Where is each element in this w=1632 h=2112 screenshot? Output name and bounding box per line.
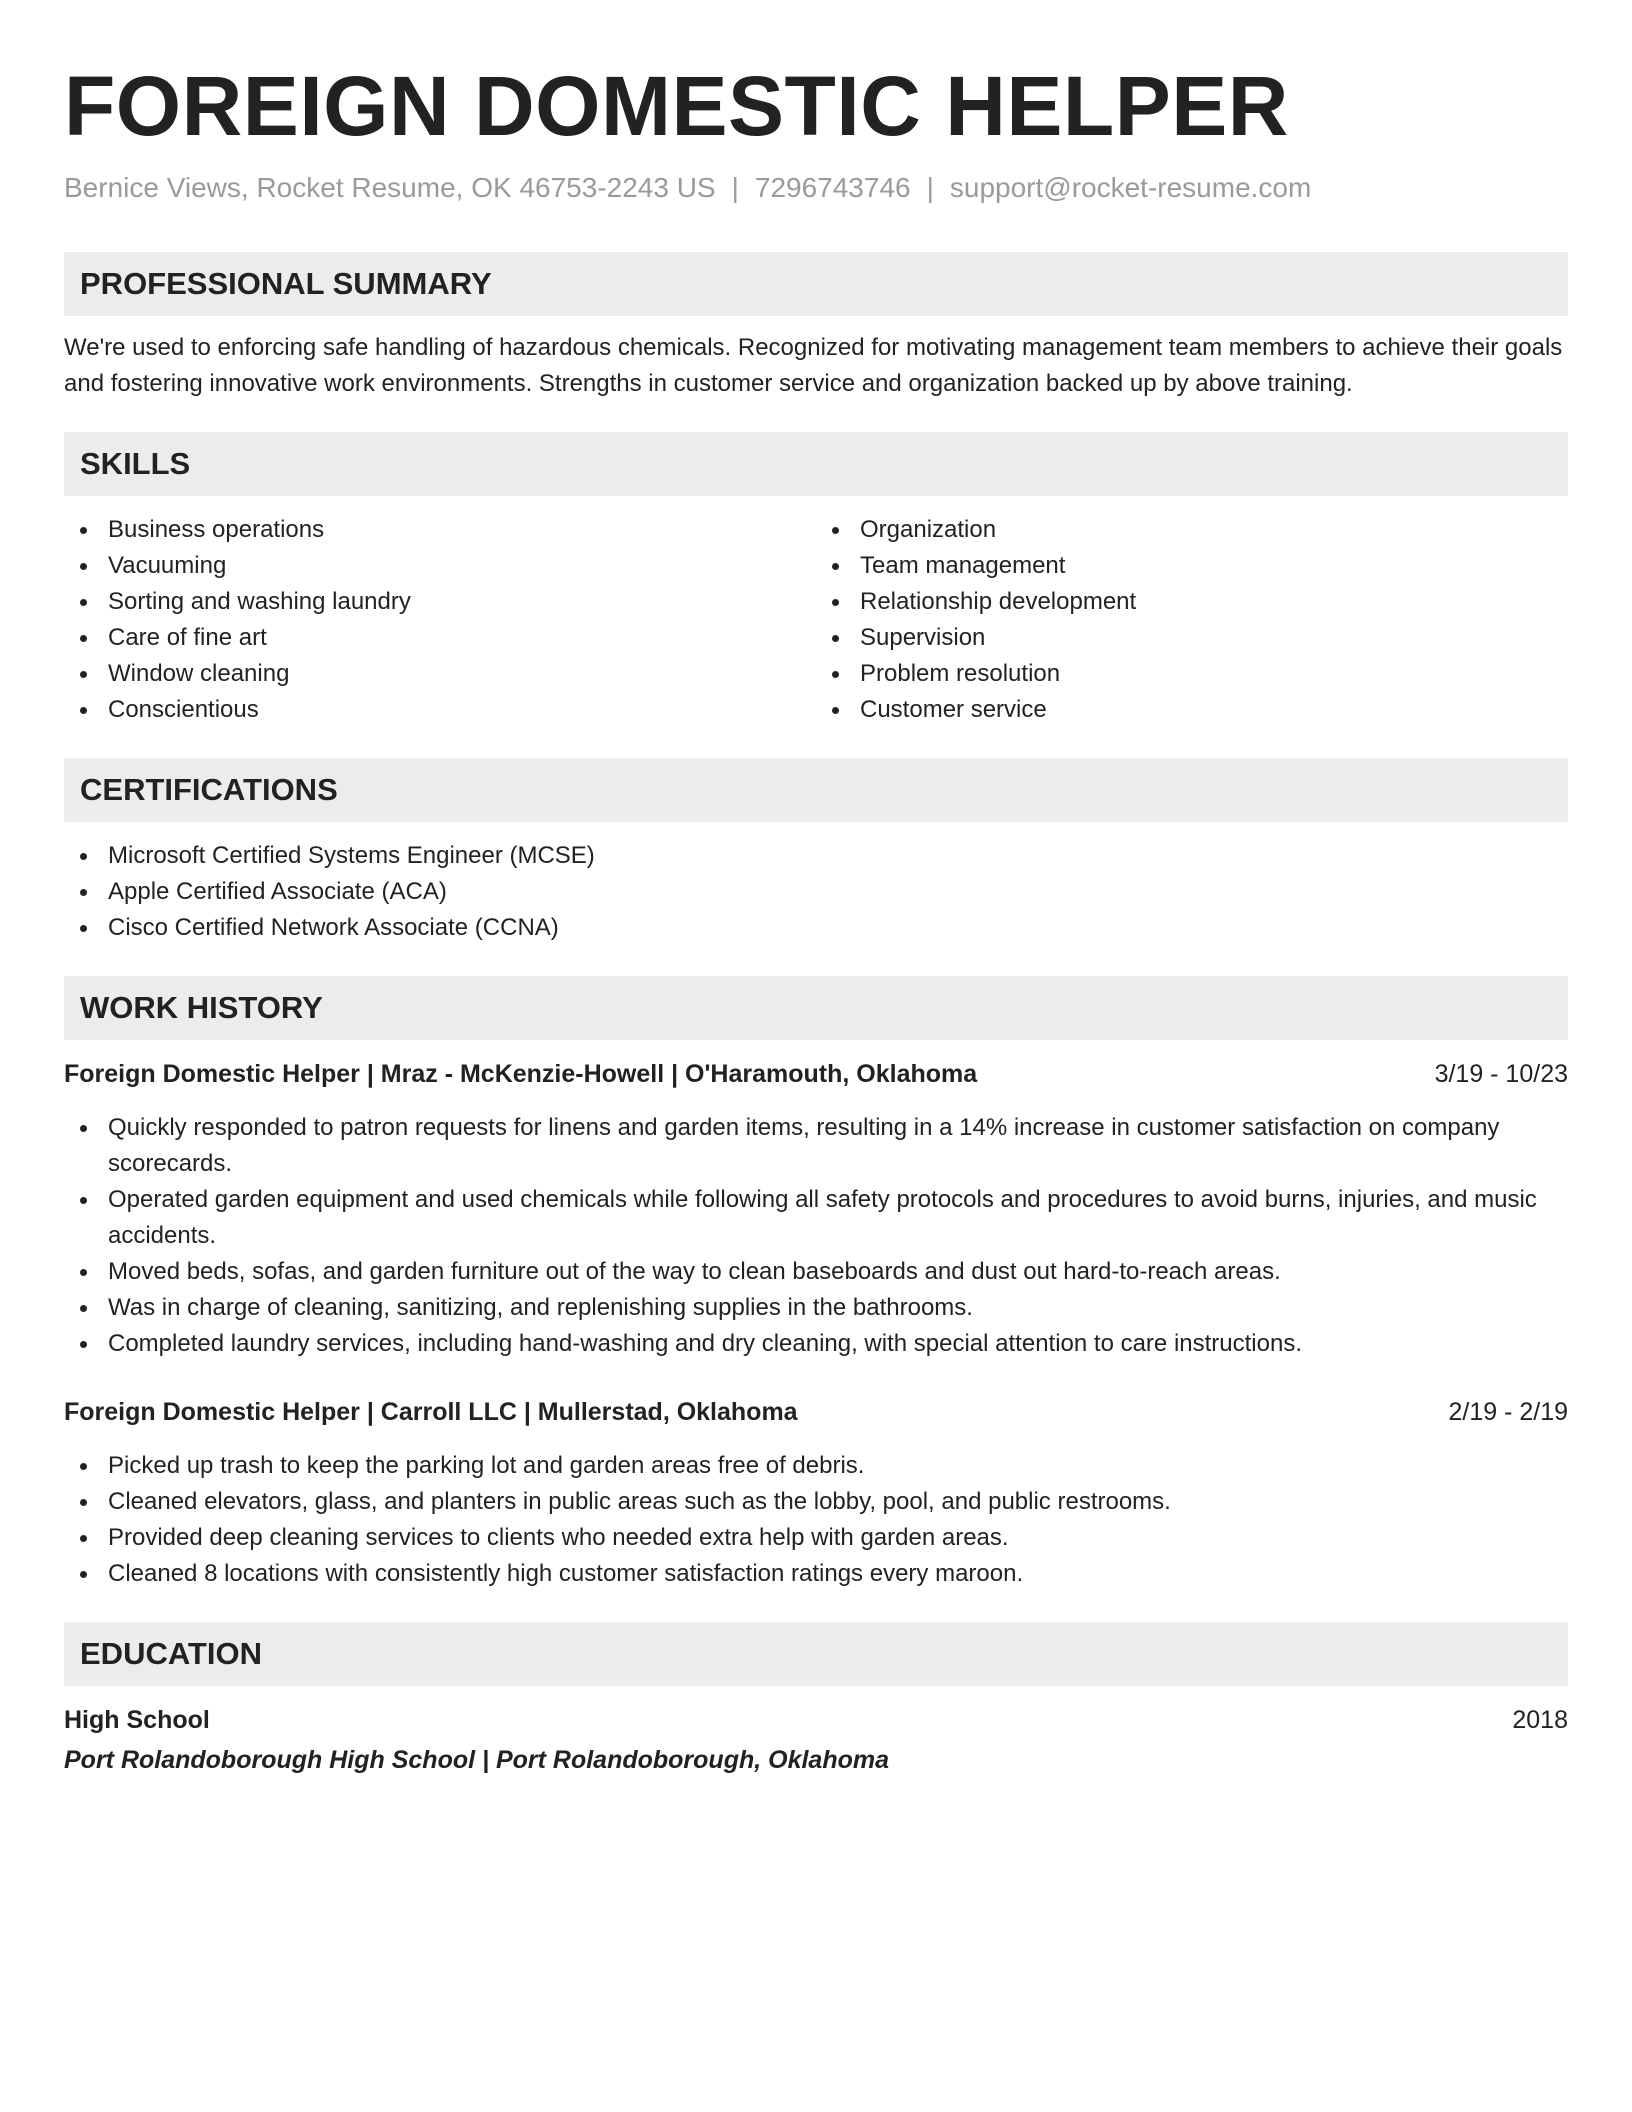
education-section (64, 1622, 1568, 1778)
section-header-education: EDUCATION (64, 1622, 1568, 1686)
certifications-list (64, 838, 1568, 946)
section-header-summary: PROFESSIONAL SUMMARY (64, 252, 1568, 316)
contact-phone: 7296743746 (754, 172, 911, 203)
skill-item: Relationship development (816, 584, 1568, 620)
skills-section (64, 432, 1568, 728)
education-header (64, 1702, 1568, 1738)
education-school: Port Rolandoborough High School | Port Rolandoborough, Oklahoma (64, 1746, 889, 1774)
job-duty: Was in charge of cleaning, sanitizing, and replenishing supplies in the bathrooms. (64, 1290, 1568, 1326)
skill-item: Conscientious (64, 692, 816, 728)
contact-separator: | (731, 172, 739, 203)
job-entry (64, 1394, 1568, 1592)
skill-item: Organization (816, 512, 1568, 548)
job-entry (64, 1056, 1568, 1362)
job-duty: Quickly responded to patron requests for linens and garden items, resulting in a 14% increase in customer satisfaction on company scorecards. (64, 1110, 1568, 1182)
education-year: 2018 (1512, 1706, 1568, 1734)
certification-item: Cisco Certified Network Associate (CCNA) (64, 910, 1568, 946)
skill-item: Care of fine art (64, 620, 816, 656)
job-duty: Moved beds, sofas, and garden furniture out of the way to clean baseboards and dust out hard-to-reach areas. (64, 1254, 1568, 1290)
certification-item: Apple Certified Associate (ACA) (64, 874, 1568, 910)
education-degree: High School (64, 1706, 210, 1734)
section-header-certifications: CERTIFICATIONS (64, 758, 1568, 822)
contact-separator: | (926, 172, 934, 203)
skills-grid (64, 512, 1568, 728)
contact-address: Bernice Views, Rocket Resume, OK 46753-2243 US (64, 172, 716, 203)
job-dates: 2/19 - 2/19 (1448, 1398, 1568, 1426)
section-header-work-history: WORK HISTORY (64, 976, 1568, 1040)
summary-section (64, 252, 1568, 402)
candidate-name: FOREIGN DOMESTIC HELPER (64, 59, 1289, 153)
job-duty: Completed laundry services, including hand-washing and dry cleaning, with special attention to care instructions. (64, 1326, 1568, 1362)
work-history-section (64, 976, 1568, 1592)
certification-item: Microsoft Certified Systems Engineer (MCSE) (64, 838, 1568, 874)
skill-item: Supervision (816, 620, 1568, 656)
skill-item: Problem resolution (816, 656, 1568, 692)
summary-text: We're used to enforcing safe handling of hazardous chemicals. Recognized for motivating management team members to achieve their goals and fostering innovative work environments. Strengths in customer service and organization backed up by above training. (64, 334, 1563, 397)
skills-column-right (816, 512, 1568, 728)
skill-item: Window cleaning (64, 656, 816, 692)
job-title: Foreign Domestic Helper | Carroll LLC | Mullerstad, Oklahoma (64, 1398, 798, 1426)
contact-email: support@rocket-resume.com (949, 172, 1312, 203)
skill-item: Sorting and washing laundry (64, 584, 816, 620)
skills-list-left (64, 512, 816, 728)
job-duty: Provided deep cleaning services to clients who needed extra help with garden areas. (64, 1520, 1568, 1556)
skill-item: Customer service (816, 692, 1568, 728)
skill-item: Team management (816, 548, 1568, 584)
job-header (64, 1394, 1568, 1430)
section-header-skills: SKILLS (64, 432, 1568, 496)
skills-column-left (64, 512, 816, 728)
job-duty: Cleaned 8 locations with consistently high customer satisfaction ratings every maroon. (64, 1556, 1568, 1592)
contact-line (64, 170, 1568, 206)
skill-item: Vacuuming (64, 548, 816, 584)
job-header (64, 1056, 1568, 1092)
job-duties-list (64, 1448, 1568, 1592)
job-title: Foreign Domestic Helper | Mraz - McKenzie-Howell | O'Haramouth, Oklahoma (64, 1060, 978, 1088)
job-duty: Operated garden equipment and used chemicals while following all safety protocols and procedures to avoid burns, injuries, and music accidents. (64, 1182, 1568, 1254)
skills-list-right (816, 512, 1568, 728)
job-duty: Cleaned elevators, glass, and planters in public areas such as the lobby, pool, and public restrooms. (64, 1484, 1568, 1520)
job-duties-list (64, 1110, 1568, 1362)
job-dates: 3/19 - 10/23 (1434, 1060, 1568, 1088)
job-duty: Picked up trash to keep the parking lot and garden areas free of debris. (64, 1448, 1568, 1484)
certifications-section (64, 758, 1568, 946)
skill-item: Business operations (64, 512, 816, 548)
